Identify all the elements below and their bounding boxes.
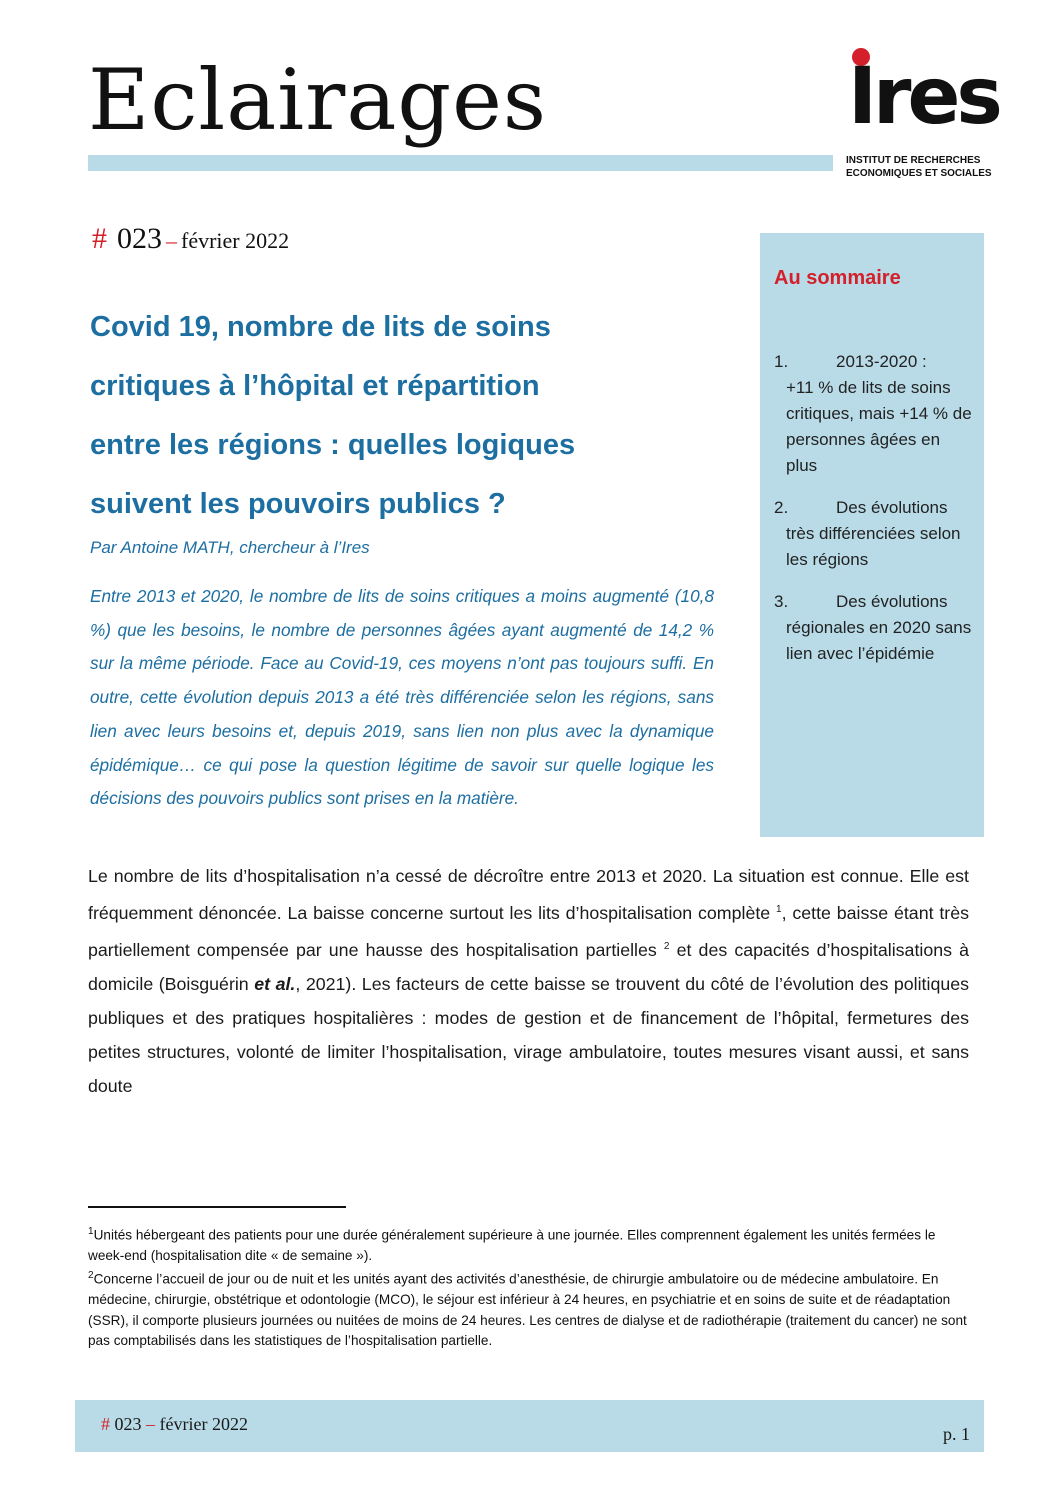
title-line: suivent les pouvoirs publics ? (90, 488, 506, 520)
summary-item (774, 349, 974, 479)
summary-item (774, 589, 974, 667)
summary-item-text: régionales en 2020 sans lien avec l’épidémie (786, 618, 972, 663)
summary-item-first: 2013-2020 : (836, 352, 927, 371)
issue-hash: # (92, 222, 107, 255)
abstract: Entre 2013 et 2020, le nombre de lits de soins critiques a moins augmenté (10,8 %) que les besoins, le nombre de personnes âgées ayant augmenté de 14,2 % sur la même période. Face au Covid-19, ces moyens n’ont pas toujours suffi. En outre, cette évolution depuis 2013 a été très différenciée selon les régions, sans lien avec leurs besoins et, depuis 2019, sans lien non plus avec la dynamique épidémique… ce qui pose la question légitime de savoir sur quelle logique les décisions des pouvoirs publics sont prises en la matière. (90, 586, 714, 809)
footnote-text: Concerne l’accueil de jour ou de nuit et les unités ayant des activités d’anesthésie, de chirurgie ambulatoire ou de médecine ambulatoire. En médecine, chirurgie, obstétrique et odontologie (MCO), le séjour est inférieur à 24 heures, en psychiatrie et en soins de suite et de réadaptation (SSR), il comporte plusieurs journées ou nuitées de moins de 24 heures. Les centres de dialyse et de radiothérapie (traitement du cancer) ne sont pas comptabilisés dans les statistiques de l’hospitalisation partielle. (88, 1271, 967, 1349)
body-paragraph (88, 859, 969, 1103)
body-text: , 2021). Les facteurs de cette baisse se trouvent du côté de l’évolution des politiques publiques et des pratiques hospitalières : modes de gestion et de financement de l’hôpital, fermetures des petites structures, volonté de limiter l’hospitalisation, virage ambulatoire, toutes mesures visant aussi, et sans doute (88, 973, 969, 1096)
article-title (90, 298, 690, 534)
page-number: p. 1 (943, 1424, 970, 1444)
footnote-ref: 2 (663, 940, 670, 952)
title-line: entre les régions : quelles logiques (90, 429, 576, 461)
issue-number: 023 (117, 222, 162, 255)
footer-number: 023 (114, 1414, 142, 1434)
footer-issue (101, 1414, 248, 1435)
body-text: , cette baisse étant très partiellement compensée par une hausse des hospitalisation partielles (88, 902, 970, 960)
footer-date: février 2022 (159, 1414, 248, 1434)
issue-dash: – (166, 228, 177, 253)
summary-item-text: très différenciées selon les régions (786, 524, 961, 569)
footnote-mark: 2 (88, 1270, 94, 1282)
summary-item-number: 3. (774, 592, 789, 611)
byline: Par Antoine MATH, chercheur à l’Ires (90, 538, 370, 557)
logo-subtitle-line2: ECONOMIQUES ET SOCIALES (846, 168, 992, 179)
footnote-1 (88, 1222, 968, 1266)
summary-list (774, 349, 974, 683)
summary-item-number: 1. (774, 352, 789, 371)
footer-hash: # (101, 1414, 110, 1434)
footnote-text: Unités hébergeant des patients pour une durée généralement supérieure à une journée. Elles comprennent également les unités fermées le week-end (hospitalisation dite « de semaine »). (88, 1227, 936, 1263)
summary-item-text: +11 % de lits de soins critiques, mais +14 % de personnes âgées en plus (786, 378, 972, 475)
footnote-2 (88, 1266, 968, 1351)
body-text: Le nombre de lits d’hospitalisation n’a cessé de décroître entre 2013 et 2020. La situation est connue. Elle est fréquemment dénoncée. La baisse concerne surtout les lits d’hospitalisation complète (88, 866, 969, 923)
page-footer (75, 1400, 984, 1452)
title-line: critiques à l’hôpital et répartition (90, 370, 540, 402)
summary-title: Au sommaire (774, 267, 901, 289)
footnote-mark: 1 (88, 1226, 94, 1237)
summary-item-number: 2. (774, 498, 789, 517)
body-text: et des capacités d’hospitalisations à domicile (Boisguérin (88, 939, 970, 994)
summary-sidebar (760, 233, 984, 837)
summary-item-first: Des évolutions (836, 498, 948, 517)
logo-subtitle-line1: INSTITUT DE RECHERCHES (846, 155, 981, 166)
body-emphasis: et al. (254, 973, 296, 994)
masthead-title: Eclairages (88, 51, 547, 149)
logo-word: Ires (848, 52, 999, 142)
footnote-ref: 1 (776, 904, 782, 915)
issue-line (92, 222, 289, 256)
footnotes (88, 1222, 968, 1352)
footer-dash: – (146, 1414, 155, 1434)
masthead-bar (88, 155, 833, 171)
issue-date: février 2022 (181, 228, 290, 253)
logo-subtitle (846, 154, 992, 180)
summary-item-first: Des évolutions (836, 592, 948, 611)
footnote-divider (88, 1206, 346, 1208)
ires-logo (846, 48, 999, 188)
summary-item (774, 495, 974, 573)
title-line: Covid 19, nombre de lits de soins (90, 311, 551, 343)
